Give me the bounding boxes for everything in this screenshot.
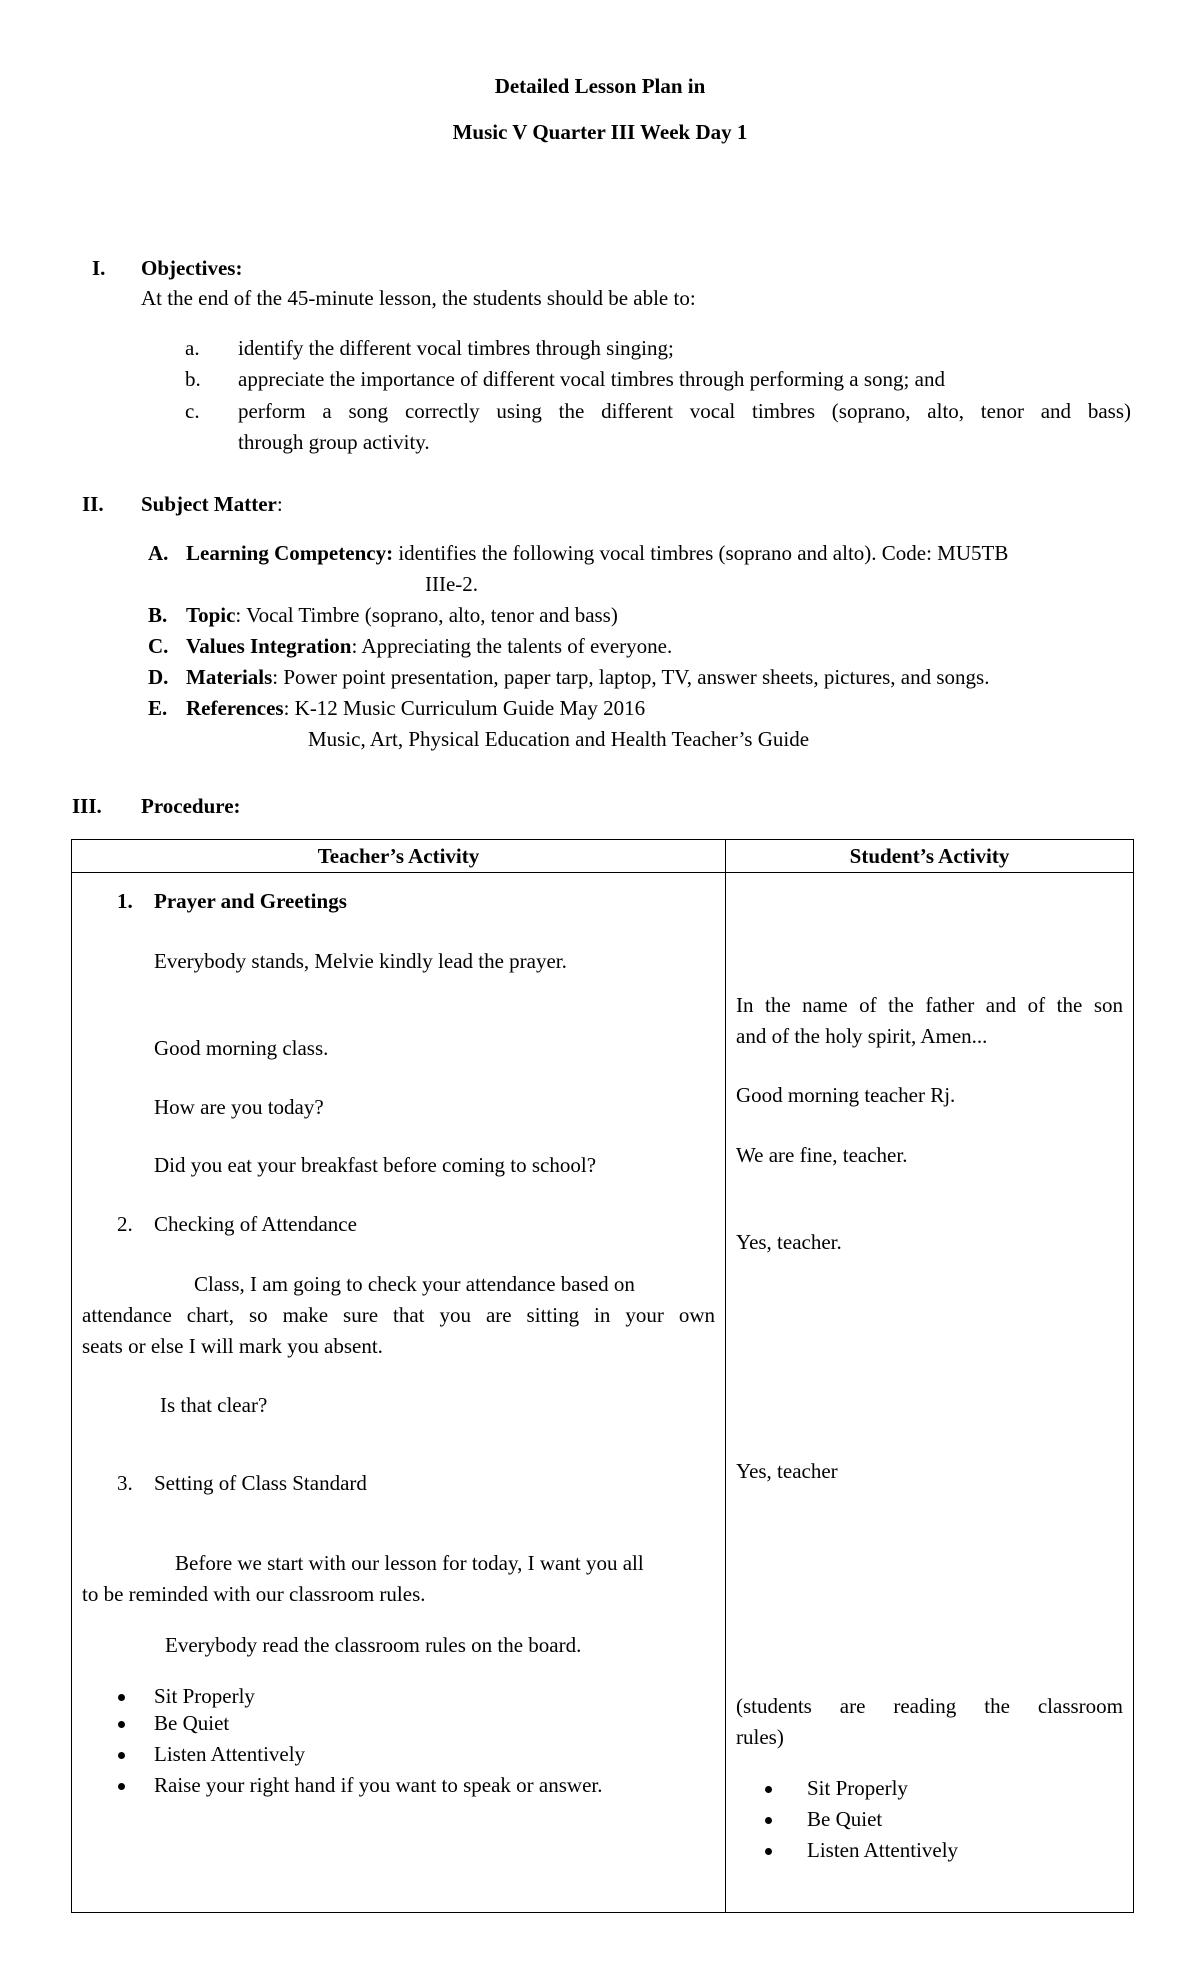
subject-letter: B. — [148, 603, 168, 627]
subject-heading-colon: : — [276, 492, 283, 516]
student-activity-cell — [726, 873, 1134, 1913]
student-line: Good morning teacher Rj. — [736, 1083, 956, 1107]
objective-item: appreciate the importance of different vocal timbres through performing a song; and — [238, 367, 945, 391]
bullet-dot — [118, 1721, 125, 1728]
subject-item-topic — [186, 601, 618, 629]
objective-letter: c. — [185, 399, 200, 423]
bullet-dot — [118, 1752, 125, 1759]
topic-text: : Vocal Timbre (soprano, alto, tenor and bass) — [235, 603, 618, 627]
objectives-intro: At the end of the 45-minute lesson, the students should be able to: — [141, 286, 696, 310]
student-activity-header: Student’s Activity — [726, 840, 1134, 873]
subject-item-competency — [186, 539, 1008, 567]
references-label: References — [186, 696, 284, 720]
subject-item-values — [186, 632, 672, 660]
subject-letter: E. — [148, 696, 168, 720]
student-line: and of the holy spirit, Amen... — [736, 1024, 988, 1048]
title-line-1: Detailed Lesson Plan in — [494, 74, 706, 98]
objective-letter: b. — [185, 367, 201, 391]
teacher-line: to be reminded with our classroom rules. — [82, 1582, 426, 1606]
step-number: 2. — [117, 1212, 133, 1236]
topic-label: Topic — [186, 603, 236, 627]
teacher-line: Before we start with our lesson for today, I want you all — [175, 1551, 644, 1575]
materials-label: Materials — [186, 665, 273, 689]
teacher-line: attendance chart, so make sure that you are sitting in your own — [82, 1303, 715, 1327]
bullet-dot — [118, 1783, 125, 1790]
subject-item-materials — [186, 663, 989, 691]
objectives-heading: Objectives: — [141, 256, 243, 280]
step-title: Checking of Attendance — [154, 1212, 357, 1236]
teacher-line: Did you eat your breakfast before coming to school? — [154, 1153, 597, 1177]
student-rule-item: Listen Attentively — [807, 1838, 959, 1862]
title-line-2: Music V Quarter III Week Day 1 — [452, 120, 748, 144]
objective-item: perform a song correctly using the different vocal timbres (soprano, alto, tenor and bass) — [238, 399, 1131, 423]
subject-numeral: II. — [82, 492, 104, 516]
rule-item: Be Quiet — [154, 1711, 230, 1735]
bullet-dot — [765, 1786, 772, 1793]
student-rule-item: Be Quiet — [807, 1807, 883, 1831]
values-label: Values Integration — [186, 634, 352, 658]
competency-label: Learning Competency: — [186, 541, 394, 565]
objective-item-cont: through group activity. — [238, 430, 430, 454]
objective-item: identify the different vocal timbres through singing; — [238, 336, 674, 360]
teacher-line: Class, I am going to check your attendance based on — [194, 1272, 635, 1296]
procedure-numeral: III. — [72, 794, 102, 818]
values-text: : Appreciating the talents of everyone. — [351, 634, 673, 658]
teacher-line: Good morning class. — [154, 1036, 329, 1060]
student-line: We are fine, teacher. — [736, 1143, 908, 1167]
teacher-line: How are you today? — [154, 1095, 324, 1119]
references-text: : K-12 Music Curriculum Guide May 2016 — [283, 696, 646, 720]
teacher-line: Everybody read the classroom rules on the board. — [165, 1633, 582, 1657]
step-title: Setting of Class Standard — [154, 1471, 367, 1495]
bullet-dot — [765, 1817, 772, 1824]
student-line: rules) — [736, 1725, 784, 1749]
step-title: Prayer and Greetings — [154, 889, 347, 913]
student-line: In the name of the father and of the son — [736, 993, 1123, 1017]
rule-item: Listen Attentively — [154, 1742, 306, 1766]
teacher-line: seats or else I will mark you absent. — [82, 1334, 383, 1358]
subject-letter: A. — [148, 541, 169, 565]
teacher-activity-cell — [72, 873, 726, 1913]
objectives-numeral: I. — [92, 256, 106, 280]
teacher-activity-header: Teacher’s Activity — [72, 840, 726, 873]
student-line: Yes, teacher — [736, 1459, 838, 1483]
teacher-line: Everybody stands, Melvie kindly lead the prayer. — [154, 949, 567, 973]
step-number: 3. — [117, 1471, 133, 1495]
teacher-line: Is that clear? — [160, 1393, 268, 1417]
student-line: (students are reading the classroom — [736, 1694, 1123, 1718]
bullet-dot — [118, 1694, 125, 1701]
objective-letter: a. — [185, 336, 200, 360]
subject-letter: D. — [148, 665, 169, 689]
subject-heading-text: Subject Matter — [141, 492, 277, 516]
subject-letter: C. — [148, 634, 169, 658]
step-number: 1. — [117, 889, 133, 913]
references-cont: Music, Art, Physical Education and Health Teacher’s Guide — [308, 727, 810, 751]
student-rule-item: Sit Properly — [807, 1776, 908, 1800]
procedure-table — [71, 839, 1134, 1913]
rule-item: Raise your right hand if you want to speak or answer. — [154, 1773, 603, 1797]
subject-heading — [141, 490, 283, 518]
materials-text: : Power point presentation, paper tarp, laptop, TV, answer sheets, pictures, and songs. — [272, 665, 990, 689]
student-line: Yes, teacher. — [736, 1230, 842, 1254]
competency-text: identifies the following vocal timbres (soprano and alto). Code: MU5TB — [393, 541, 1009, 565]
competency-code-cont: IIIe-2. — [425, 572, 479, 596]
procedure-heading: Procedure: — [141, 794, 241, 818]
bullet-dot — [765, 1848, 772, 1855]
subject-item-references — [186, 694, 645, 722]
rule-item: Sit Properly — [154, 1684, 255, 1708]
